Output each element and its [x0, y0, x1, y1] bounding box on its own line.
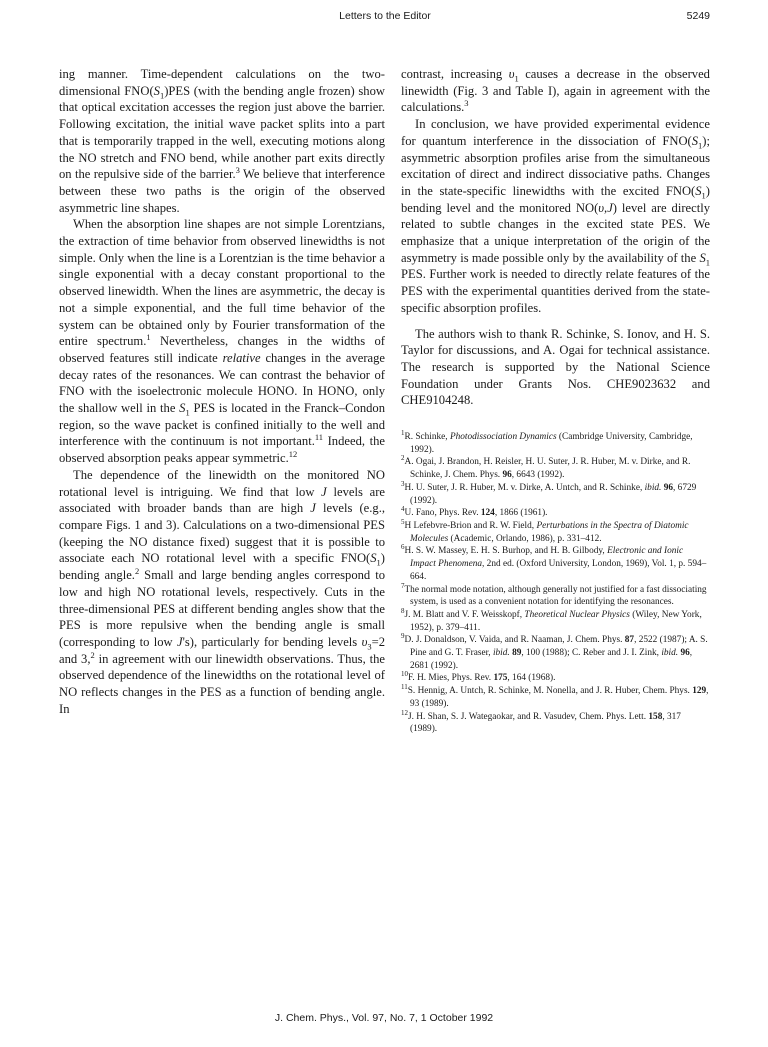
reference-item: $^{11}$S. Hennig, A. Untch, R. Schinke, M. Nonella, and J. R. Huber, Chem. Phys. 129, 93 (1989).: [401, 683, 709, 709]
citation: 11: [314, 432, 324, 443]
paragraph-continuation: ing manner. Time-dependent calculations on the two-dimensional $FNO(S_1)PES$ (with the bending angle frozen) show that optical excitation accesses the region just above the barrier. Following excitation, the initial wave packet splits into a part that is temporarily trapped in the well, executing motions along the NO stretch and FNO bend, while another part exits directly on the repulsive side of the barrier.$^3$ We believe that interference between these two paths is the origin of the observed asymmetric line shapes.: [59, 67, 385, 215]
left-column: [59, 66, 385, 717]
paragraph-conclusion: In conclusion, we have provided experimental evidence for quantum interference in the dissociation of $FNO(S_1)$; asymmetric absorption profiles arise from the simultaneous excitation of direct and indirect dissociative paths. Changes in the state-specific linewidths with the excited $FNO(S_1)$ bending level and the monitored NO(υ,J) level are directly related to subtle changes in the excited state PES. We emphasize that a unique interpretation of the origin of the asymmetry is made possible only by the availability of the $S_1$ PES. Further work is needed to directly relate features of the PES with the experimental quantities derived from the state-specific absorption profiles.: [401, 117, 710, 315]
reference-item: $^9$D. J. Donaldson, V. Vaida, and R. Naaman, J. Chem. Phys. 87, 2522 (1987); A. S. Pine and G. T. Fraser, ibid. 89, 100 (1988); C. Reber and J. I. Zink, ibid. 96, 2681 (1992).: [401, 632, 708, 671]
citation: 12: [288, 448, 298, 459]
paragraph-acknowledgments: The authors wish to thank R. Schinke, S. Ionov, and H. S. Taylor for discussions, and A. Ogai for technical assistance. The research is supported by the National Science Foundation under Grants Nos. CHE9023632 and CHE9104248.: [401, 326, 710, 408]
reference-item: $^{10}$F. H. Mies, Phys. Rev. 175, 164 (1968).: [401, 670, 556, 684]
references-list: [401, 428, 710, 736]
citation: 3: [464, 98, 469, 109]
paragraph-continuation-right: contrast, increasing $\upsilon_1$ causes a decrease in the observed linewidth (Fig. 3 and Table I), again in agreement with the calculations.$^3$: [401, 67, 710, 115]
citation: 2: [134, 565, 140, 576]
reference-item: $^{12}$J. H. Shan, S. J. Wategaokar, and R. Vasudev, Chem. Phys. Lett. 158, 317 (1989).: [401, 708, 681, 735]
journal-footer: J. Chem. Phys., Vol. 97, No. 7, 1 October 1992: [274, 1012, 494, 1024]
reference-item: $^4$U. Fano, Phys. Rev. 124, 1866 (1961).: [401, 505, 548, 519]
running-title: Letters to the Editor: [339, 10, 431, 22]
page-number: 5249: [686, 10, 710, 22]
reference-item: $^6$H. S. W. Massey, E. H. S. Burhop, and H. B. Gilbody, Electronic and Ionic Impact Phenomena, 2nd ed. (Oxford University, London, 1969), Vol. 1, p. 594–664.: [401, 543, 707, 582]
citation: 1: [146, 332, 151, 343]
citation: 2: [90, 649, 95, 660]
paragraph-linewidths: When the absorption line shapes are not simple Lorentzians, the extraction of time behavior from observed linewidths is not simple. Only when the line is a Lorentzian is the time behavior a single exponential with a decay constant proportional to the observed linewidth. When the lines are asymmetric, the decay is not a simple exponential, and the full time behavior of the system can be obtained only by Fourier transformation of the entire spectrum.$^1$ Nevertheless, changes in the widths of observed features still indicate relative changes in the average decay rates of the resonances. We can contrast the behavior of FNO with the isoelectronic molecule HONO. In HONO, only the shallow well in the $S_1$ PES is located in the Franck–Condon region, so the wave packet is confined initially to the well and interference with the continuum is not important.$^{11}$ Indeed, the observed absorption peaks appear symmetric.$^{12}$: [59, 217, 386, 466]
right-column: [401, 66, 710, 736]
reference-item: $^8$J. M. Blatt and V. F. Weisskopf, Theoretical Nuclear Physics (Wiley, New York, 1952), p. 379–411.: [401, 606, 702, 633]
reference-item: $^3$H. U. Suter, J. R. Huber, M. v. Dirke, A. Untch, and R. Schinke, ibid. 96, 6729 (1992).: [401, 479, 697, 506]
reference-item: $^7$The normal mode notation, although generally not justified for a fast dissociating system, is used as a convenient notation for identifying the resonances.: [401, 581, 707, 608]
paragraph-rotational-dependence: The dependence of the linewidth on the monitored NO rotational level is intriguing. We find that low J levels are associated with broader bands than are high J levels (e.g., compare Figs. 1 and 3). Calculations on a two-dimensional PES (keeping the NO distance fixed) suggest that it is possible to associate each NO rotational level with a specific $FNO(S_1)$ bending angle.$^2$ Small and large bending angles correspond to low and high NO rotational levels, respectively. Cuts in the three-dimensional PES at different bending angles show that the PES is more repulsive when the bending angle is small (corresponding to low J's), particularly for bending levels $\upsilon_3=2$ and 3,$^2$ in agreement with our linewidth observations. Thus, the observed dependence of the linewidths on the rotational level of NO reflects changes in the PES as a function of bending angle. In: [59, 467, 385, 716]
running-header: [60, 10, 710, 28]
reference-item: $^2$A. Ogai, J. Brandon, H. Reisler, H. U. Suter, J. R. Huber, M. v. Dirke, and R. Schinke, J. Chem. Phys. 96, 6643 (1992).: [401, 454, 691, 481]
citation: 3: [235, 165, 240, 176]
reference-item: $^5$H Lefebvre-Brion and R. W. Field, Perturbations in the Spectra of Diatomic Molecules (Academic, Orlando, 1986), p. 331–412.: [401, 517, 689, 544]
reference-item: $^1$R. Schinke, Photodissociation Dynamics (Cambridge University, Cambridge, 1992).: [401, 428, 693, 455]
